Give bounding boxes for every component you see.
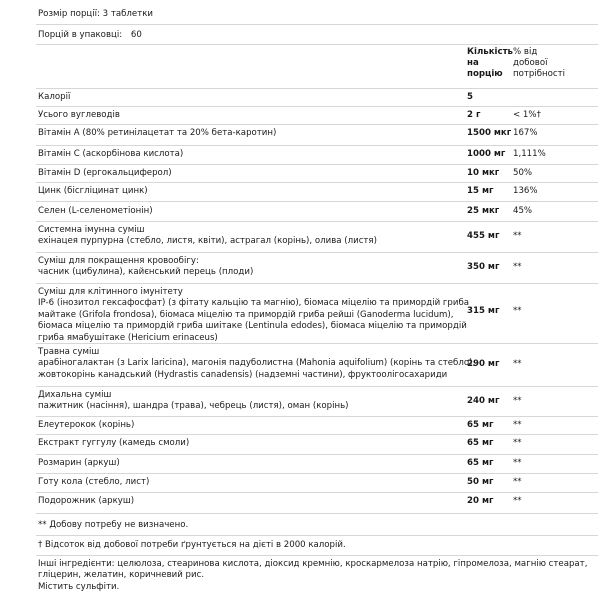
servings-value: 60 <box>130 30 142 40</box>
blend-name: Системна імунна суміш <box>38 225 145 235</box>
blend-ingredients: жовтокорінь канадський (Hydrastis canadensis) (надземні частини), фруктоолігосахариди <box>38 369 448 380</box>
nutrient-amount: 65 мг <box>467 438 494 448</box>
nutrient-name: Усього вуглеводів <box>38 110 120 120</box>
sulfites-warning: Містить сульфіти. <box>38 581 120 592</box>
footnote-dv-not-established: ** Добову потребу не визначено. <box>38 520 189 530</box>
blend-name: Суміш для клітинного імунітету <box>38 287 183 297</box>
nutrient-amount: 350 мг <box>467 262 500 272</box>
nutrient-dv: ** <box>513 231 522 241</box>
nutrient-name: Готу кола (стебло, лист) <box>38 477 150 487</box>
blend-ingredients: біомаса міцелію та примордій гриба шиітаке (Lentinula edodes), біомаса міцелію та примордій <box>38 321 467 332</box>
nutrient-name: Вітамін D (ергокальциферол) <box>38 168 172 178</box>
nutrient-dv: ** <box>513 420 522 430</box>
nutrient-dv: ** <box>513 496 522 506</box>
nutrient-amount: 10 мкг <box>467 168 500 178</box>
divider <box>36 88 598 89</box>
nutrient-amount: 25 мкг <box>467 206 500 216</box>
nutrient-amount: 2 г <box>467 110 481 120</box>
nutrient-name: Екстракт гуггулу (камедь смоли) <box>38 438 190 448</box>
nutrient-name: Цинк (бісгліцинат цинк) <box>38 186 148 196</box>
nutrient-dv: ** <box>513 306 522 316</box>
nutrient-name: Елеутерокок (корінь) <box>38 420 135 430</box>
blend-ingredients: пажитник (насіння), шандра (трава), чебрець (листя), оман (корінь) <box>38 401 349 412</box>
nutrient-amount: 65 мг <box>467 420 494 430</box>
nutrient-amount: 5 <box>467 92 473 102</box>
column-header-daily-value: % від добової потрібності <box>513 47 566 79</box>
divider <box>36 201 598 202</box>
nutrient-amount: 315 мг <box>467 306 500 316</box>
footnote-dv-basis: † Відсоток від добової потреби ґрунтується на дієті в 2000 калорій. <box>38 540 346 550</box>
nutrient-dv: ** <box>513 438 522 448</box>
nutrient-dv: ** <box>513 262 522 272</box>
blend-ingredients: ехінацея пурпурна (стебло, листя, квіти), астрагал (корінь), олива (листя) <box>38 236 377 247</box>
nutrient-dv: ** <box>513 396 522 406</box>
divider <box>36 145 598 146</box>
blend-ingredients: майтаке (Grifola frondosa), біомаса міцелію та примордій гриба рейші (Ganoderma lucidum), <box>38 309 454 320</box>
nutrient-amount: 15 мг <box>467 186 494 196</box>
nutrient-name: Калорії <box>38 92 71 102</box>
divider <box>36 221 598 222</box>
nutrient-dv: 167% <box>513 128 538 138</box>
divider <box>36 182 598 183</box>
divider <box>36 492 598 493</box>
blend-text <box>38 390 462 413</box>
nutrient-name: Подорожник (аркуш) <box>38 496 135 506</box>
nutrient-dv: < 1%† <box>513 110 541 120</box>
other-ingredients-line: гліцерин, желатин, коричневий рис. <box>38 570 205 581</box>
divider <box>36 454 598 455</box>
nutrient-dv: ** <box>513 359 522 369</box>
servings-per-container <box>38 30 142 41</box>
divider <box>36 106 598 107</box>
divider <box>36 473 598 474</box>
divider <box>36 513 598 514</box>
divider <box>36 124 598 125</box>
divider <box>36 535 598 536</box>
nutrient-name: Вітамін C (аскорбінова кислота) <box>38 149 184 159</box>
blend-text <box>38 225 462 248</box>
divider <box>36 164 598 165</box>
serving-size: Розмір порції: 3 таблетки <box>38 9 153 19</box>
blend-name: Дихальна суміш <box>38 390 112 400</box>
blend-name: Суміш для покращення кровообігу: <box>38 256 199 266</box>
nutrient-dv: 136% <box>513 186 538 196</box>
blend-name: Травна суміш <box>38 347 100 357</box>
other-ingredients-line: Інші інгредієнти: целюлоза, стеаринова кислота, діоксид кремнію, кроскармелоза натрію, гіпромелоза, магнію стеарат, <box>38 559 588 569</box>
nutrient-dv: ** <box>513 458 522 468</box>
divider <box>36 555 598 556</box>
blend-text <box>38 256 462 279</box>
divider <box>36 343 598 344</box>
divider <box>36 283 598 284</box>
nutrient-amount: 1000 мг <box>467 149 506 159</box>
nutrient-dv: ** <box>513 477 522 487</box>
nutrient-dv: 45% <box>513 206 533 216</box>
nutrient-amount: 290 мг <box>467 359 500 369</box>
nutrient-name: Вітамін A (80% ретинілацетат та 20% бета-каротин) <box>38 128 277 138</box>
other-ingredients <box>38 559 594 593</box>
divider <box>36 24 598 25</box>
column-header-amount: Кількість на порцію <box>467 47 513 79</box>
divider <box>36 386 598 387</box>
nutrient-amount: 240 мг <box>467 396 500 406</box>
blend-ingredients: IP-6 (інозитол гексафосфат) (з фітату кальцію та магнію), біомаса міцелію та примордій гриба <box>38 298 470 309</box>
blend-text <box>38 347 476 381</box>
nutrient-amount: 455 мг <box>467 231 500 241</box>
divider <box>36 252 598 253</box>
blend-text <box>38 287 470 344</box>
nutrient-amount: 50 мг <box>467 477 494 487</box>
divider <box>36 434 598 435</box>
nutrient-dv: 50% <box>513 168 533 178</box>
nutrient-name: Розмарин (аркуш) <box>38 458 120 468</box>
nutrient-name: Селен (L-селенометіонін) <box>38 206 153 216</box>
blend-ingredients: гриба ямабушітаке (Hericium erinaceus) <box>38 332 218 343</box>
divider <box>36 44 598 45</box>
nutrient-amount: 20 мг <box>467 496 494 506</box>
blend-ingredients: арабіногалактан (з Larix laricina), магонія падуболистна (Mahonia aquifolium) (корінь та стебло), <box>38 358 476 369</box>
blend-ingredients: часник (цибулина), кайєнський перець (плоди) <box>38 267 254 278</box>
nutrient-dv: 1,111% <box>513 149 546 159</box>
nutrient-amount: 65 мг <box>467 458 494 468</box>
divider <box>36 416 598 417</box>
servings-label: Порцій в упаковці: <box>38 30 123 40</box>
nutrient-amount: 1500 мкг <box>467 128 512 138</box>
